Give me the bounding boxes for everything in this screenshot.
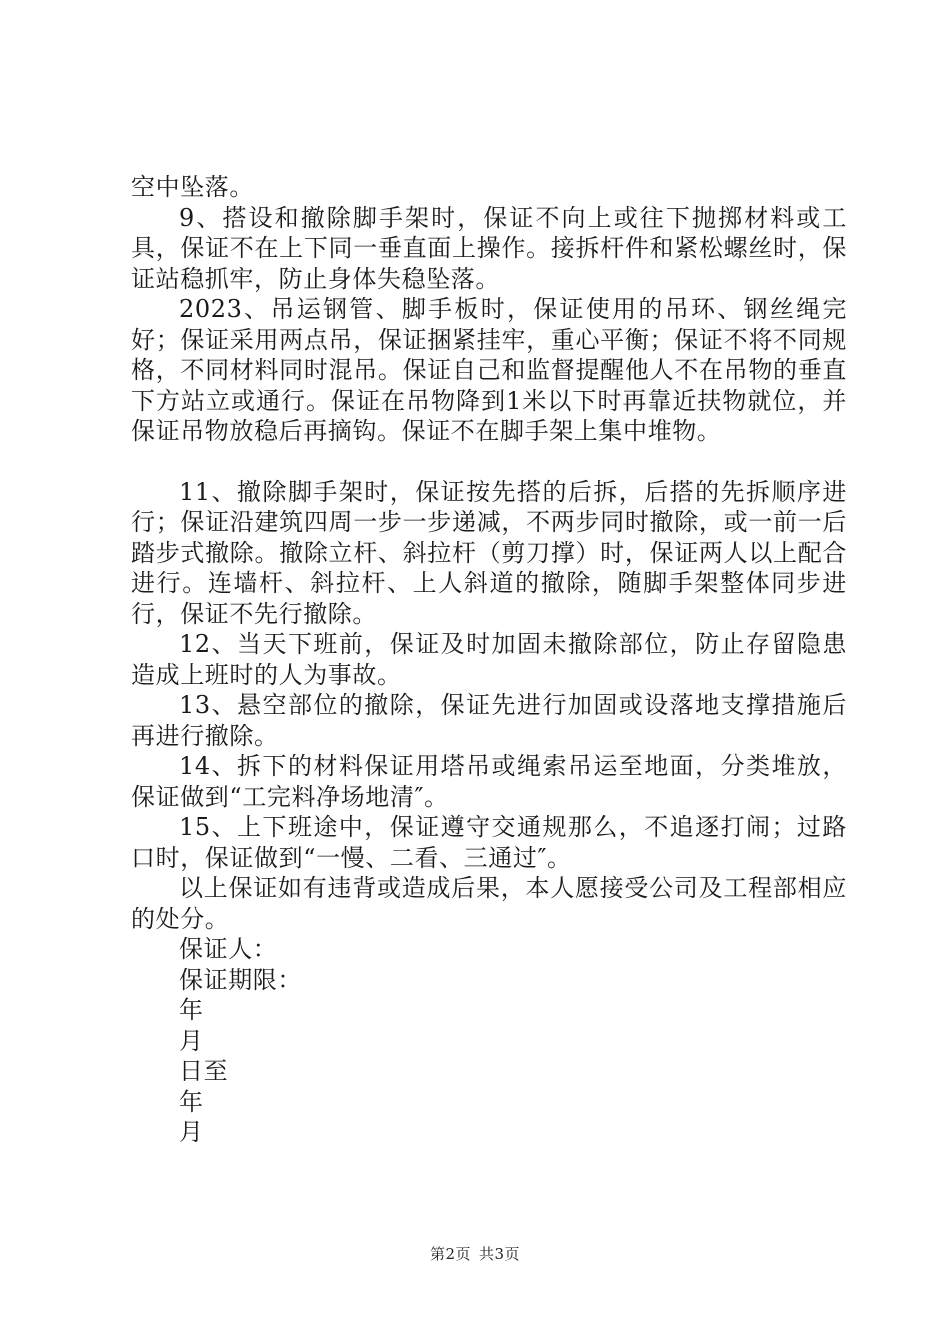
paragraph-item-13: 13、悬空部位的撤除，保证先进行加固或设落地支撑措施后再进行撤除。 [131,691,847,750]
date-line-year-start: 年 [179,996,204,1024]
date-line-month-start: 月 [179,1026,204,1055]
page-number-current: 第2页 [429,1245,471,1263]
date-line-month-end: 月 [179,1118,204,1146]
paragraph-item-10: 2023、吊运钢管、脚手板时，保证使用的吊环、钢丝绳完好；保证采用两点吊，保证捆紧挂牢，重心平衡；保证不将不同规格，不同材料同时混吊。保证自己和监督提醒他人不在吊物的垂直下方站立或通行。保证在吊物降到1米以下时再靠近扶物就位，并保证吊物放稳后再摘钩。保证不在脚手架上集中堆物。 [131,295,847,445]
page-number-total: 共3页 [479,1245,521,1263]
paragraph-item-15: 15、上下班途中，保证遵守交通规那么，不追逐打闹；过路口时，保证做到“一慢、二看、三通过″。 [131,813,847,872]
signature-block [131,934,847,1148]
paragraph-conclusion: 以上保证如有违背或造成后果，本人愿接受公司及工程部相应的处分。 [131,874,847,933]
period-label: 保证期限： [179,965,302,994]
paragraph-item-9: 9、搭设和撤除脚手架时，保证不向上或往下抛掷材料或工具，保证不在上下同一垂直面上操作。接拆杆件和紧松螺丝时，保证站稳抓牢，防止身体失稳坠落。 [131,203,847,293]
date-line-day-to: 日至 [179,1057,229,1085]
paragraph-continuation: 空中坠落。 [131,173,254,201]
date-line-year-end: 年 [179,1087,204,1116]
paragraph-item-14: 14、拆下的材料保证用塔吊或绳索吊运至地面，分类堆放，保证做到“工完料净场地清″。 [131,752,847,811]
guarantor-label: 保证人： [179,935,278,963]
paragraph-item-11: 11、撤除脚手架时，保证按先搭的后拆，后搭的先拆顺序进行；保证沿建筑四周一步一步递减，不两步同时撤除，或一前一后踏步式撤除。撤除立杆、斜拉杆（剪刀撑）时，保证两人以上配合进行。连墙杆、斜拉杆、上人斜道的撤除，随脚手架整体同步进行，保证不先行撤除。 [131,477,847,628]
document-body [131,172,847,1148]
page-footer [0,1243,950,1264]
paragraph-item-12: 12、当天下班前，保证及时加固未撤除部位，防止存留隐患造成上班时的人为事故。 [131,630,847,689]
